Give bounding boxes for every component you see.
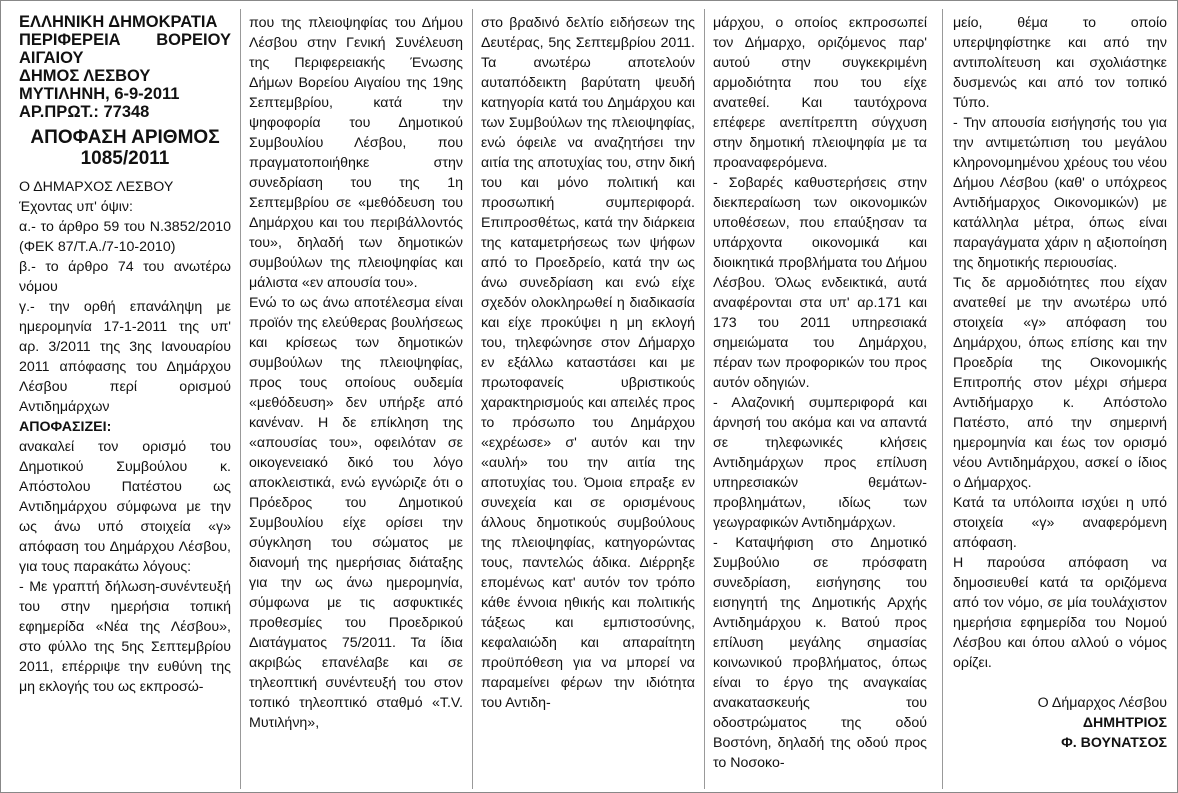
col5-paragraph: Τις δε αρμοδιότητες που είχαν ανατεθεί με την ανωτέρω υπό στοιχεία «γ» απόφαση του Δημάρχου, όπως επίσης και την Προεδρία της Οικονομικής Επιτροπής στον μέχρι σήμερα Αντιδήμαρχο κ. Απόστολο Πατέστο, από την σημερινή ημερομηνία και έως τον ορισμό νέου Αντιδημάρχου, ασκεί ο ίδιος ο Δήμαρχος. [953, 275, 1167, 491]
decision-title [19, 127, 231, 169]
signature-surname: Φ. ΒΟΥΝΑΤΣΟΣ [1061, 735, 1167, 751]
decision-number: 1085/2011 [80, 148, 170, 169]
header-region: ΠΕΡΙΦΕΡΕΙΑ ΒΟΡΕΙΟΥ ΑΙΓΑΙΟΥ [19, 31, 231, 67]
col5-paragraph: Η παρούσα απόφαση να δημοσιευθεί κατά τα οριζόμενα από τον νόμο, σε μία τουλάχιστον ημερήσια εφημερίδα του Νομού Λέσβου και όπου αλλού ο νόμος ορίζει. [953, 555, 1167, 671]
col5-paragraph: - Την απουσία εισήγησής του για την αντιμετώπιση του μεγάλου κληρονομημένου χρέους του νέου Δήμου Λέσβου (καθ' ο υπόχρεος Αντιδήμαρχος Οικονομικών) με κατάλληλα μέτρα, όπως είναι παραγάγματα χάριν η αξιοποίηση της δημοτικής περιουσίας. [953, 115, 1167, 271]
col5-paragraph: μείο, θέμα το οποίο υπερψηφίστηκε και από την αντιπολίτευση και σχολιάστηκε δυσμενώς και από τον τοπικό Τύπο. [953, 15, 1167, 111]
column-2 [249, 13, 463, 788]
header-country: ΕΛΛΗΝΙΚΗ ΔΗΜΟΚΡΑΤΙΑ [19, 13, 218, 31]
col4-paragraph: μάρχου, ο οποίος εκπροσωπεί τον Δήμαρχο, οριζόμενος παρ' αυτού στην συγκεκριμένη αρμοδιότητα που του είχε ανατεθεί. Και ταυτόχρονα επέφερε ανεπίτρεπτη σύγχυση στην δημοτική πλειοψηφία με τα προαναφερόμενα. [713, 15, 927, 171]
column-5 [953, 13, 1167, 788]
col5-paragraph: Κατά τα υπόλοιπα ισχύει η υπό στοιχεία «γ» αναφερόμενη απόφαση. [953, 495, 1167, 551]
col1-paragraph: α.- το άρθρο 59 του Ν.3852/2010 (ΦΕΚ 87/Τ.Α./7-10-2010) [19, 219, 231, 255]
column-divider [472, 9, 473, 789]
spacer [953, 673, 1167, 693]
col2-paragraph: Ενώ το ως άνω αποτέλεσμα είναι προϊόν της ελεύθερας βουλήσεως και κρίσεως των δημοτικών συμβούλων της πλειοψηφίας, προς τους οποίους ουδεμία «μεθόδευση» δεν υπήρξε από κανέναν. Η δε επίκληση της «απουσίας του», οφειλόταν σε οικογενειακό δικό του λόγο αποκλειστικά, ενώ εγνώριζε ότι ο Πρόεδρος του Δημοτικού Συμβουλίου είχε ορίσει την σύγκληση του σώματος με διανομή της ημερήσιας διάταξης για την ως άνω ημερομηνία, σύμφωνα με τις ασφυκτικές προθεσμίες του Προεδρικού Διατάγματος 75/2011. Τα ίδια ακριβώς επανέλαβε και σε τηλεοπτική συνέντευξή του στον τοπικό τηλεοπτικό σταθμό «T.V. Μυτιλήνη», [249, 295, 463, 731]
col2-paragraph: που της πλειοψηφίας του Δήμου Λέσβου στην Γενική Συνέλευση της Περιφερειακής Ένωσης Δήμων Βορείου Αιγαίου της 19ης Σεπτεμβρίου, κατά την ψηφοφορία του Δημοτικού Συμβουλίου Λέσβου, που πραγματοποιήθηκε στην συνεδρίαση του της 1η Σεπτεμβρίου σε «μεθόδευση του Δημάρχου και του περιβάλλοντός του», δηλαδή των δημοτικών συμβούλων της πλειοψηφίας και μάλιστα «εν απουσία του». [249, 15, 463, 291]
column-4 [713, 13, 927, 788]
signature-first-name: ΔΗΜΗΤΡΙΟΣ [1082, 715, 1167, 731]
decides-heading: ΑΠΟΦΑΣΙΖΕΙ: [19, 419, 112, 435]
header-place-date: ΜΥΤΙΛΗΝΗ, 6-9-2011 [19, 85, 180, 103]
decision-title-line1: ΑΠΟΦΑΣΗ ΑΡΙΘΜΟΣ [30, 127, 220, 148]
column-divider [704, 9, 705, 789]
col1-paragraph: - Με γραπτή δήλωση-συνέντευξή του στην ημερήσια τοπική εφημερίδα «Νέα της Λέσβου», στο φύλλο της 5ης Σεπτεμβρίου 2011, επέρριψε την ευθύνη της μη εκλογής του ως εκπροσώ- [19, 579, 231, 695]
col4-paragraph: - Σοβαρές καθυστερήσεις στην διεκπεραίωση των οικονομικών υποθέσεων, που επαύξησαν τα υπάρχοντα οικονομικά και διοικητικά προβλήματα του Δήμου Λέσβου. Όλως ενδεικτικά, αυτά αναφέρονται στα υπ' αρ.171 και 173 του 2011 υπηρεσιακά σημειώματα του Δημάρχου, πέραν των προφορικών του προς αυτόν οδηγιών. [713, 175, 927, 391]
header-protocol: ΑΡ.ΠΡΩΤ.: 77348 [19, 103, 150, 121]
col1-paragraph: Ο ΔΗΜΑΡΧΟΣ ΛΕΣΒΟΥ [19, 179, 174, 195]
col1-paragraph: Έχοντας υπ' όψιν: [19, 199, 133, 215]
col1-paragraph: β.- το άρθρο 74 του ανωτέρω νόμου [19, 259, 231, 295]
header-municipality: ΔΗΜΟΣ ΛΕΣΒΟΥ [19, 67, 151, 85]
column-divider [942, 9, 943, 789]
col3-paragraph: στο βραδινό δελτίο ειδήσεων της Δευτέρας, 5ης Σεπτεμβρίου 2011. Τα ανωτέρω αποτελούν αυταπόδεικτη βαρύτατη ψευδή κατηγορία κατά του Δημάρχου και των Συμβούλων της πλειοψηφίας, ενώ όφειλε να αναζητήσει την αιτία της αποτυχίας του, στην δική του και μόνο πολιτική και προσωπική συμπεριφορά. Επιπροσθέτως, κατά την διάρκεια της καταμετρήσεως των ψήφων από το Προεδρείο, κατά την ως άνω συνεδρίαση και ενώ είχε σχεδόν ολοκληρωθεί η διαδικασία και είχε προκύψει η μη εκλογή του, τηλεφώνησε στον Δήμαρχο εν εξάλλω καταστάσει και με πρωτοφανείς υβριστικούς χαρακτηρισμούς και απειλές προς το πρόσωπο του Δημάρχου «εχρέωσε» σ' αυτόν και την «αυλή» του την αιτία της αποτυχίας του. Όμοια επραξε εν συνεχεία και σε ορισμένους άλλους δημοτικούς συμβούλους της πλειοψηφίας, κατηγορώντας τους, παντελώς άδικα. Διέρρηξε επομένως κατ' αυτόν τον τρόπο κάθε έννοια ηθικής και πολιτικής τάξεως και εμπιστοσύνης, κεφαλαιώδη και απαραίτητη προϋπόθεση για να μπορεί να παραμείνει φέρων την ιδιότητα του Αντιδη- [481, 15, 695, 711]
column-divider [240, 9, 241, 789]
col1-paragraph: γ.- την ορθή επανάληψη με ημερομηνία 17-1-2011 της υπ' αρ. 3/2011 της 3ης Ιανουαρίου 2011 απόφασης του Δημάρχου Λέσβου περί ορισμού Αντιδημάρχων [19, 299, 231, 415]
col4-paragraph: - Καταψήφιση στο Δημοτικό Συμβούλιο σε πρόσφατη συνεδρίαση, εισήγησης του εισηγητή της Δημοτικής Αρχής Αντιδημάρχου κ. Βατού προς επίλυση μεγάλης σημασίας κοινωνικού προβλήματος, όπως είναι το έργο της αναγκαίας ανακατασκευής του οδοστρώματος της οδού Βοστόνη, δηλαδή της οδού προς το Νοσοκο- [713, 535, 927, 771]
signature-title: Ο Δήμαρχος Λέσβου [1037, 695, 1167, 711]
col1-paragraph: ανακαλεί τον ορισμό του Δημοτικού Συμβούλου κ. Απόστολου Πατέστου ως Αντιδημάρχου σύμφωνα με την ως άνω υπό στοιχεία «γ» απόφαση του Δημάρχου Λέσβου, για τους παρακάτω λόγους: [19, 439, 231, 575]
column-3 [481, 13, 695, 788]
column-1 [19, 13, 231, 788]
col4-paragraph: - Αλαζονική συμπεριφορά και άρνησή του ακόμα και να απαντά σε τηλεφωνικές κλήσεις Αντιδημάρχων προς επίλυση υπηρεσιακών θεμάτων-προβλημάτων, ιδίως των γεωγραφικών Αντιδημάρχων. [713, 395, 927, 531]
